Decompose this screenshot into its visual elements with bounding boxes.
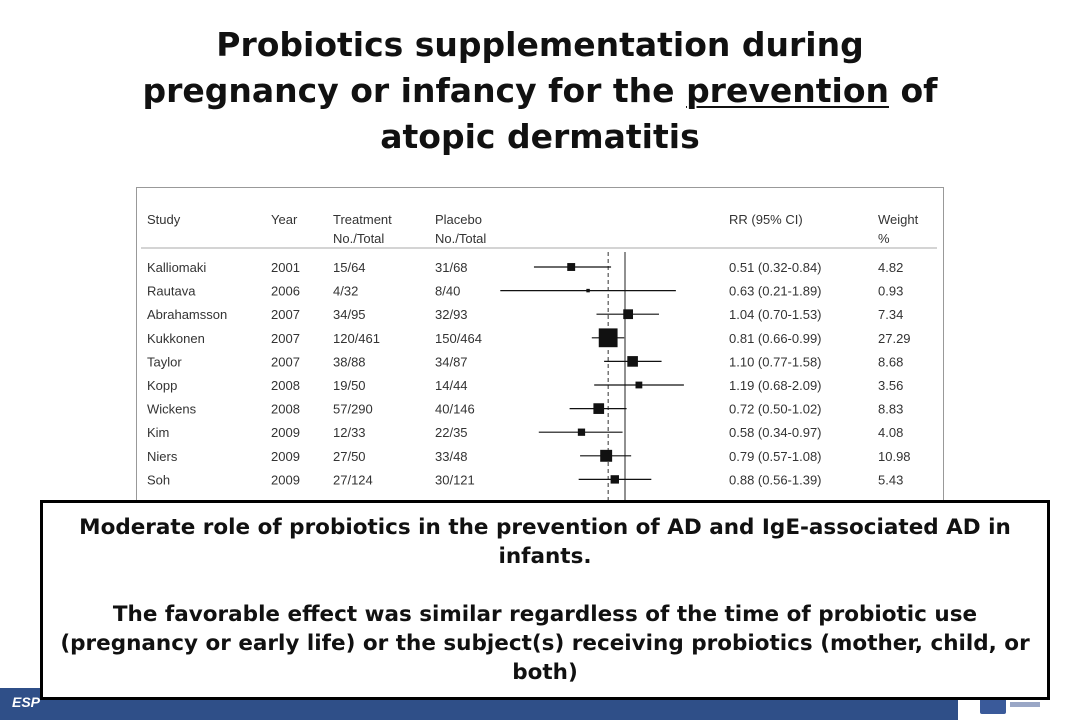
treatment-count: 120/461	[333, 330, 380, 346]
rr-ci-label: 0.79 (0.57-1.08)	[729, 448, 822, 464]
placebo-count: 22/35	[435, 425, 468, 441]
study-year: 2009	[271, 425, 300, 441]
study-name: Kalliomaki	[147, 260, 207, 275]
placebo-count: 34/87	[435, 354, 468, 370]
treatment-count: 27/50	[333, 448, 366, 464]
weight-label: 7.34	[878, 307, 904, 323]
rr-ci-label: 1.19 (0.68-2.09)	[729, 378, 822, 393]
point-estimate-marker	[627, 356, 638, 367]
point-estimate-marker	[599, 328, 618, 347]
header-treatment: Treatment	[333, 212, 392, 227]
treatment-count: 19/50	[333, 378, 366, 393]
title-line-2-end: of	[888, 71, 938, 110]
weight-label: 5.43	[878, 472, 904, 488]
rr-ci-label: 0.58 (0.34-0.97)	[729, 425, 822, 441]
rr-ci-label: 0.81 (0.66-0.99)	[729, 330, 822, 346]
header-weight: Weight	[878, 212, 919, 227]
header-placebo-sub: No./Total	[435, 231, 487, 246]
study-name: Niers	[147, 448, 178, 464]
study-name: Abrahamsson	[147, 307, 228, 323]
study-year: 2006	[271, 283, 300, 299]
treatment-count: 12/33	[333, 425, 366, 441]
placebo-count: 14/44	[435, 378, 468, 393]
rr-ci-label: 1.10 (0.77-1.58)	[729, 354, 822, 370]
rr-ci-label: 0.72 (0.50-1.02)	[729, 401, 822, 417]
weight-label: 3.56	[878, 378, 904, 393]
title-line-1: Probiotics supplementation during	[216, 25, 864, 64]
weight-label: 8.83	[878, 401, 904, 417]
point-estimate-marker	[600, 450, 612, 462]
treatment-count: 38/88	[333, 354, 366, 370]
rr-ci-label: 0.51 (0.32-0.84)	[729, 260, 822, 275]
weight-label: 27.29	[878, 330, 911, 346]
study-year: 2008	[271, 401, 300, 417]
study-name: Rautava	[147, 283, 196, 299]
study-name: Taylor	[147, 354, 182, 370]
conclusion-paragraph-2: The favorable effect was similar regardless of the time of probiotic use (pregnancy or early life) or the subject(s) receiving probiotics (mother, child, or both)	[60, 602, 1030, 685]
study-name: Kim	[147, 425, 170, 441]
header-rr: RR (95% CI)	[729, 212, 803, 227]
rr-ci-label: 0.88 (0.56-1.39)	[729, 472, 822, 488]
placebo-count: 33/48	[435, 448, 468, 464]
study-year: 2007	[271, 354, 300, 370]
study-name: Soh	[147, 472, 171, 488]
study-year: 2008	[271, 378, 300, 393]
weight-label: 10.98	[878, 448, 911, 464]
point-estimate-marker	[586, 289, 589, 292]
weight-label: 0.93	[878, 283, 904, 299]
placebo-count: 31/68	[435, 260, 468, 275]
point-estimate-marker	[567, 263, 575, 271]
weight-label: 4.82	[878, 260, 904, 275]
treatment-count: 34/95	[333, 307, 366, 323]
placebo-count: 30/121	[435, 472, 475, 488]
study-year: 2009	[271, 448, 300, 464]
footer-text: ESP	[12, 694, 41, 710]
study-name: Kukkonen	[147, 330, 205, 346]
treatment-count: 57/290	[333, 401, 373, 417]
conclusion-paragraph-1: Moderate role of probiotics in the prevention of AD and IgE-associated AD in infants.	[79, 515, 1011, 569]
placebo-count: 32/93	[435, 307, 468, 323]
conclusion-callout	[40, 500, 1050, 700]
placebo-count: 150/464	[435, 330, 482, 346]
title-line-3: atopic dermatitis	[380, 117, 700, 156]
study-name: Wickens	[147, 401, 197, 417]
title-line-2-start: pregnancy or infancy for the	[142, 71, 687, 110]
treatment-count: 27/124	[333, 472, 373, 488]
study-name: Kopp	[147, 378, 178, 393]
title-line-2	[40, 68, 1040, 114]
point-estimate-marker	[636, 382, 643, 389]
placebo-count: 40/146	[435, 401, 475, 417]
treatment-count: 4/32	[333, 283, 359, 299]
header-study: Study	[147, 212, 181, 227]
header-year: Year	[271, 212, 298, 227]
point-estimate-marker	[623, 309, 633, 319]
study-year: 2009	[271, 472, 300, 488]
header-weight-sub: %	[878, 231, 890, 246]
header-placebo: Placebo	[435, 212, 482, 227]
weight-label: 8.68	[878, 354, 904, 370]
point-estimate-marker	[611, 475, 619, 483]
logo-bar	[1010, 702, 1040, 707]
slide-title	[40, 22, 1040, 160]
point-estimate-marker	[578, 429, 585, 436]
rr-ci-label: 0.63 (0.21-1.89)	[729, 283, 822, 299]
weight-label: 4.08	[878, 425, 904, 441]
study-year: 2001	[271, 260, 300, 275]
header-treatment-sub: No./Total	[333, 231, 385, 246]
point-estimate-marker	[593, 403, 604, 414]
treatment-count: 15/64	[333, 260, 366, 275]
study-year: 2007	[271, 307, 300, 323]
study-year: 2007	[271, 330, 300, 346]
placebo-count: 8/40	[435, 283, 461, 299]
title-underlined-word: prevention	[686, 71, 889, 110]
rr-ci-label: 1.04 (0.70-1.53)	[729, 307, 822, 323]
